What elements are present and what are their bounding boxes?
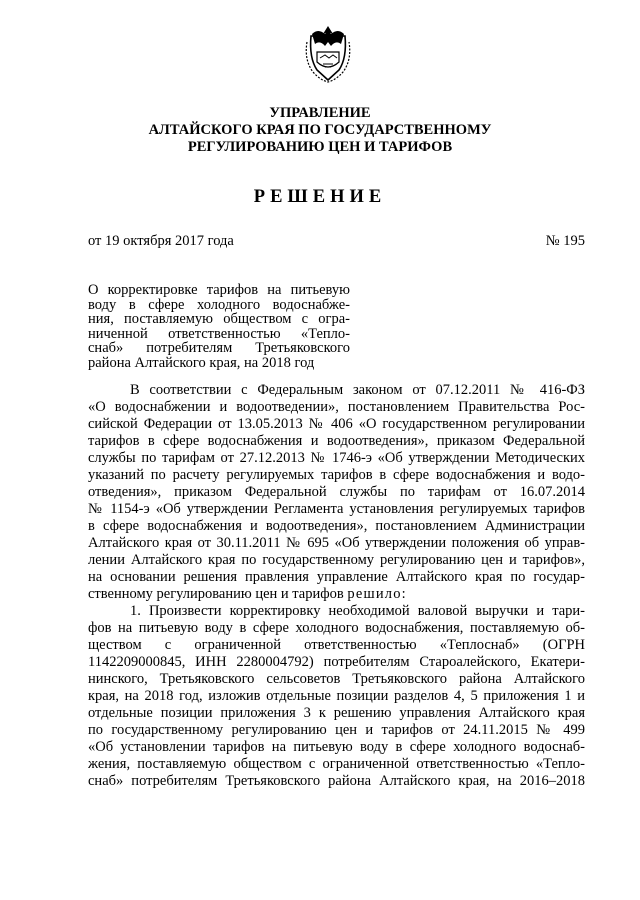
- body-line: по государственному регулированию цен и тарифов от 24.11.2015 № 499: [88, 722, 585, 738]
- body-line: фов на питьевую воду в сфере холодного водоснабжения, поставляемую об-: [88, 620, 585, 636]
- subject-line: ниченной ответственностью «Тепло-: [88, 325, 350, 342]
- document-title: РЕШЕНИЕ: [253, 187, 387, 207]
- decision-subject: [88, 283, 350, 371]
- body-line: [88, 586, 585, 603]
- body-line: № 1154-э «Об утверждении Регламента установления регулируемых тарифов: [88, 501, 585, 517]
- decision-body: [88, 382, 585, 790]
- agency-header-line: УПРАВЛЕНИЕ: [269, 105, 371, 121]
- subject-line: воду в сфере холодного водоснабже-: [88, 296, 350, 313]
- body-line: лении Алтайского края по государственному регулированию цен и тарифов»,: [88, 552, 585, 568]
- body-line: жения, поставляемую обществом с ограниченной ответственностью «Тепло-: [88, 756, 585, 772]
- decision-date: от 19 октября 2017 года: [88, 233, 234, 249]
- body-line: отведения», приказом Федеральной службы по тарифам от 16.07.2014: [88, 484, 585, 500]
- body-line: на основании решения правления управление Алтайского края по государ-: [88, 569, 585, 585]
- agency-header-line: АЛТАЙСКОГО КРАЯ ПО ГОСУДАРСТВЕННОМУ: [148, 122, 492, 138]
- body-line: службы по тарифам от 27.12.2013 № 1746-э «Об утверждении Методических: [88, 450, 585, 466]
- agency-header: [80, 105, 560, 156]
- body-line: снаб» потребителям Третьяковского района Алтайского края, на 2016–2018: [88, 773, 585, 789]
- decision-number: № 195: [545, 233, 585, 249]
- body-line: в сфере водоснабжения и водоотведения», постановлением Администрации: [88, 518, 585, 534]
- subject-line: снаб» потребителям Третьяковского: [88, 340, 350, 357]
- body-line: ществом с ограниченной ответственностью «Теплоснаб» (ОГРН: [88, 637, 585, 653]
- body-line: Алтайского края от 30.11.2011 № 695 «Об утверждении положения об управ-: [88, 535, 585, 551]
- subject-line: О корректировке тарифов на питьевую: [88, 282, 350, 298]
- body-line: края, на 2018 год, изложив отдельные позиции разделов 4, 5 приложения 1 и: [88, 688, 585, 704]
- body-line-text: ственному регулированию цен и тарифов: [88, 586, 348, 602]
- body-line: 1142209000845, ИНН 2280004792) потребителям Староалейского, Екатери-: [88, 654, 585, 670]
- body-line: сийской Федерации от 13.05.2013 № 406 «О государственном регулировании: [88, 416, 585, 432]
- body-line: указаний по расчету регулируемых тарифов в сфере водоснабжения и водо-: [88, 467, 585, 483]
- subject-line: ния, поставляемую обществом с огра-: [88, 311, 350, 328]
- resolved-word: решило:: [347, 586, 407, 602]
- body-line: «Об установлении тарифов на питьевую воду в сфере холодного водоснаб-: [88, 739, 585, 755]
- body-line: «О водоснабжении и водоотведении», постановлением Правительства Рос-: [88, 399, 585, 415]
- body-line: В соответствии с Федеральным законом от 07.12.2011 № 416-ФЗ: [130, 382, 585, 398]
- body-line: нинского, Третьяковского сельсоветов Третьяковского района Алтайского: [88, 671, 585, 687]
- body-line: тарифов в сфере водоснабжения и водоотведения», приказом Федеральной: [88, 433, 585, 449]
- body-line: отдельные позиции приложения 3 к решению управления Алтайского края: [88, 705, 585, 721]
- agency-header-line: РЕГУЛИРОВАНИЮ ЦЕН И ТАРИФОВ: [187, 139, 453, 155]
- coat-of-arms-icon: [303, 22, 353, 84]
- subject-line: района Алтайского края, на 2018 год: [88, 354, 315, 371]
- body-line: 1. Произвести корректировку необходимой валовой выручки и тари-: [130, 603, 585, 619]
